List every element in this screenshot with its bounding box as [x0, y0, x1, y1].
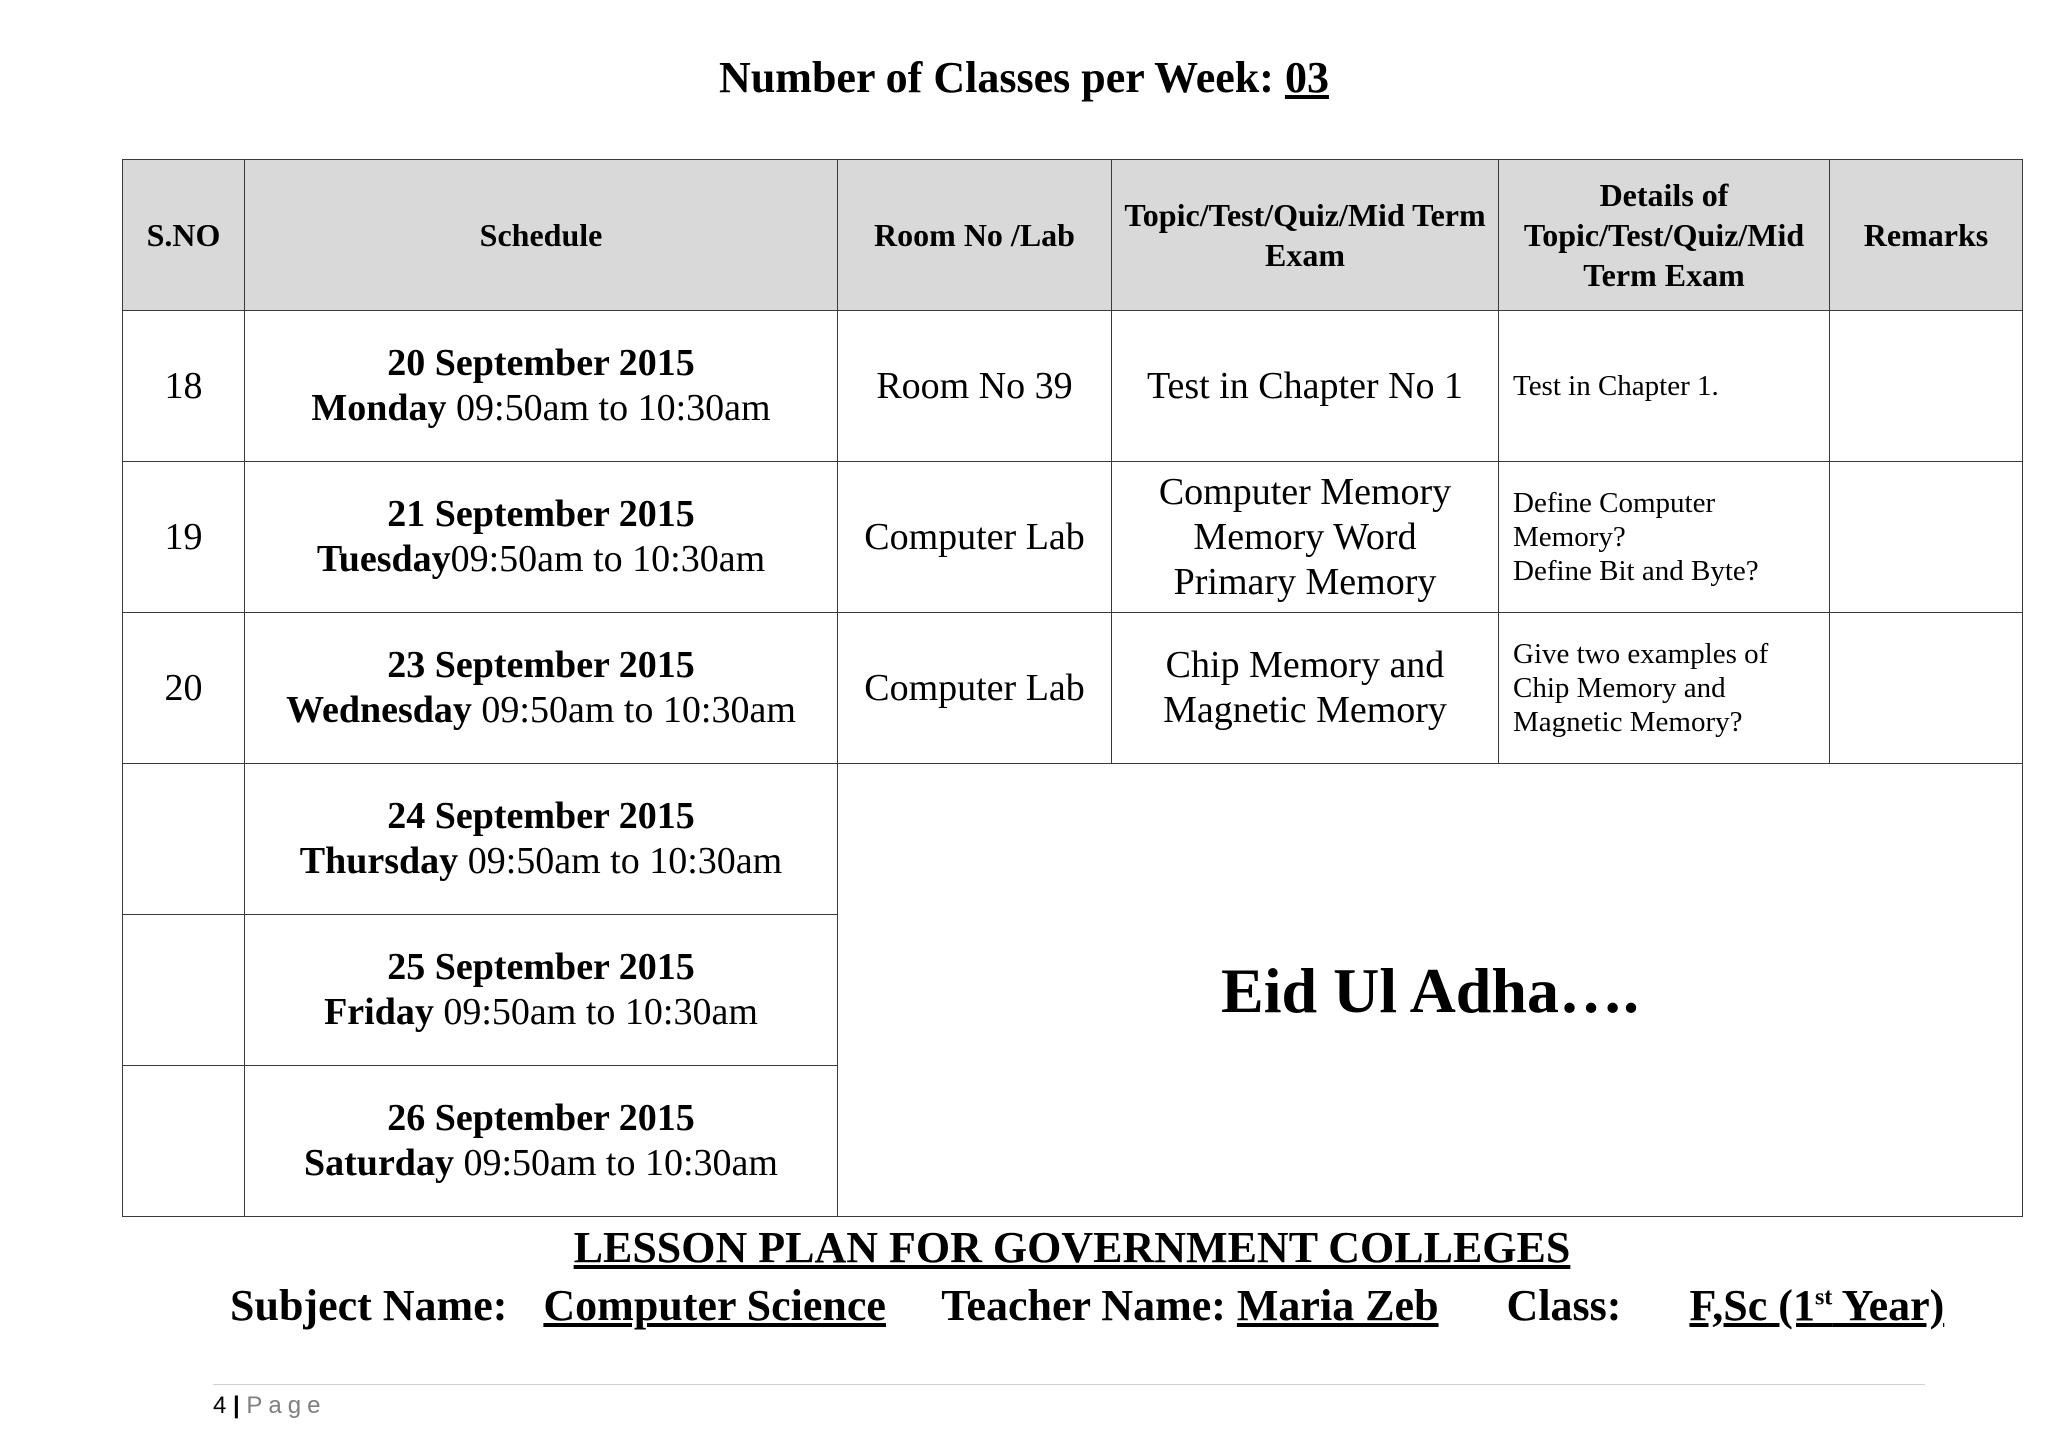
schedule-day: Friday [324, 991, 434, 1033]
schedule-time: 09:50am to 10:30am [458, 840, 783, 882]
schedule-date: 21 September 2015 [387, 493, 695, 535]
schedule-cell [245, 462, 838, 613]
page-number: 4 [213, 1392, 227, 1419]
schedule-cell [245, 764, 838, 915]
schedule-time: 09:50am to 10:30am [453, 1142, 778, 1184]
schedule-time: 09:50am to 10:30am [446, 387, 771, 429]
classes-per-week-label: Number of Classes per Week: [719, 53, 1274, 102]
topic-cell [1112, 462, 1499, 613]
schedule-time: 09:50am to 10:30am [433, 991, 758, 1033]
schedule-cell [245, 1066, 838, 1217]
column-header-schedule: Schedule [245, 160, 838, 311]
schedule-time: 09:50am to 10:30am [450, 538, 766, 580]
sno-cell: 18 [123, 311, 245, 462]
teacher-value: Maria Zeb [1236, 1281, 1439, 1330]
table-row [123, 613, 2023, 764]
column-header-topic: Topic/Test/Quiz/Mid Term Exam [1112, 160, 1499, 311]
column-header-details: Details of Topic/Test/Quiz/Mid Term Exam [1499, 160, 1830, 311]
remarks-cell [1830, 613, 2023, 764]
footer-divider [213, 1384, 1925, 1385]
schedule-cell [245, 613, 838, 764]
sno-cell [123, 1066, 245, 1217]
table-row [123, 462, 2023, 613]
schedule-date: 23 September 2015 [387, 644, 695, 686]
schedule-cell [245, 915, 838, 1066]
classes-per-week-heading [0, 52, 2048, 103]
schedule-date: 20 September 2015 [387, 342, 695, 384]
topic-line: Computer Memory [1158, 470, 1452, 513]
class-value-sup: st [1814, 1284, 1833, 1311]
class-label: Class: [1506, 1281, 1622, 1330]
topic-cell [1112, 613, 1499, 764]
schedule-day: Wednesday [286, 689, 472, 731]
page-footer [213, 1392, 326, 1420]
page-word: Page [246, 1392, 327, 1419]
holiday-cell: Eid Ul Adha…. [838, 764, 2023, 1217]
topic-line: Primary Memory [1173, 560, 1437, 603]
teacher-label: Teacher Name: [941, 1281, 1226, 1330]
details-line: Define Computer Memory? [1513, 487, 1716, 553]
column-header-room: Room No /Lab [838, 160, 1112, 311]
schedule-time: 09:50am to 10:30am [471, 689, 796, 731]
sno-cell: 19 [123, 462, 245, 613]
class-value-suffix: Year) [1832, 1281, 1945, 1330]
schedule-date: 24 September 2015 [387, 795, 695, 837]
schedule-date: 26 September 2015 [387, 1097, 695, 1139]
details-cell [1499, 311, 1830, 462]
topic-cell [1112, 311, 1499, 462]
remarks-cell [1830, 311, 2023, 462]
column-header-sno: S.NO [123, 160, 245, 311]
lesson-schedule-table [122, 159, 2023, 1217]
topic-line: Memory Word [1193, 515, 1417, 558]
lesson-plan-info [230, 1280, 1944, 1331]
schedule-cell [245, 311, 838, 462]
table-header-row [123, 160, 2023, 311]
schedule-day: Thursday [299, 840, 459, 882]
details-line: Define Bit and Byte? [1513, 555, 1759, 587]
column-header-remarks: Remarks [1830, 160, 2023, 311]
lesson-plan-title: LESSON PLAN FOR GOVERNMENT COLLEGES [573, 1223, 1571, 1272]
remarks-cell [1830, 462, 2023, 613]
schedule-day: Saturday [304, 1142, 454, 1184]
sno-cell: 20 [123, 613, 245, 764]
class-value [1689, 1281, 1944, 1330]
table-row [123, 764, 2023, 915]
schedule-day: Monday [311, 387, 447, 429]
schedule-date: 25 September 2015 [387, 946, 695, 988]
sno-cell [123, 915, 245, 1066]
topic-line: Test in Chapter No 1 [1146, 364, 1464, 407]
details-cell [1499, 613, 1830, 764]
schedule-day: Tuesday [316, 538, 451, 580]
sno-cell [123, 764, 245, 915]
table-row [123, 311, 2023, 462]
classes-per-week-value: 03 [1284, 53, 1329, 102]
class-value-prefix: F,Sc (1 [1689, 1281, 1815, 1330]
footer-separator: | [233, 1392, 240, 1419]
topic-line: Chip Memory and Magnetic Memory [1163, 644, 1447, 731]
subject-value: Computer Science [543, 1281, 886, 1330]
room-cell: Computer Lab [838, 462, 1112, 613]
room-cell: Computer Lab [838, 613, 1112, 764]
details-cell [1499, 462, 1830, 613]
details-line: Test in Chapter 1. [1513, 370, 1719, 402]
subject-label: Subject Name: [230, 1281, 508, 1330]
room-cell: Room No 39 [838, 311, 1112, 462]
details-line: Give two examples of Chip Memory and Magnetic Memory? [1513, 638, 1769, 738]
